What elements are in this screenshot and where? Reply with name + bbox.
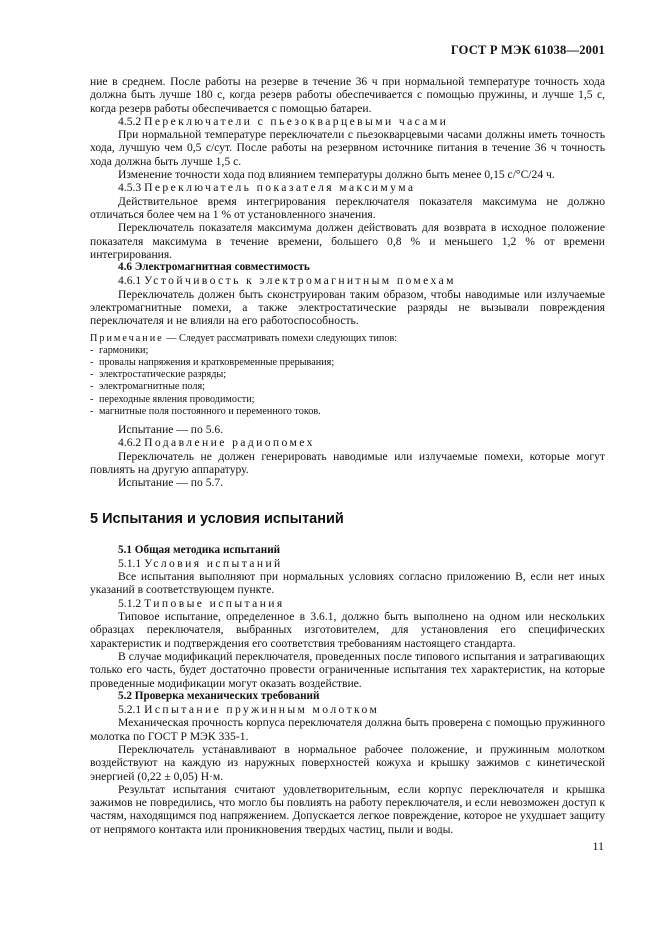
- subsection-number: 5.2.1: [118, 703, 142, 717]
- list-item: - электростатические разряды;: [90, 369, 605, 381]
- paragraph: Все испытания выполняют при нормальных условиях согласно приложению В, если нет иных указаний в соответствующем пункте.: [90, 570, 605, 597]
- list-item: - переходные явления проводимости;: [90, 394, 605, 406]
- paragraph: В случае модификаций переключателя, проведенных после типового испытания и затрагивающих только его часть, будет достаточно провести ограниченные испытания тех характеристик, на которые проведенные модификации могут оказать воздействие.: [90, 649, 605, 690]
- subsection-title: Переключатель показателя максимума: [144, 181, 416, 195]
- paragraph: Результат испытания считают удовлетворительным, если корпус переключателя и крышка зажимов не повредились, что могло бы повлиять на работу переключателя, и если невозможен доступ к частям, находящимся под напряжением. Допускается легкое повреждение, которое не ухудшает защиту от непрямого контакта или проникновения твердых частиц, пыли и воды.: [90, 782, 605, 836]
- subsection-heading: [90, 703, 605, 716]
- note-text: — Следует рассматривать помехи следующих типов:: [163, 332, 398, 344]
- subsection-heading: [90, 557, 605, 570]
- subsection-heading: [90, 274, 605, 287]
- paragraph: Испытание — по 5.6.: [118, 423, 224, 437]
- paragraph: Переключатель не должен генерировать наводимые или излучаемые помехи, которые могут повлиять на другую аппаратуру.: [90, 449, 605, 476]
- document-header: ГОСТ Р МЭК 61038—2001: [450, 43, 605, 57]
- subsection-heading: [90, 436, 605, 449]
- clause-heading: 5.1 Общая методика испытаний: [118, 543, 281, 556]
- list-item: - электромагнитные поля;: [90, 381, 605, 393]
- subsection-title: Переключатели с пьезокварцевыми часами: [144, 114, 449, 128]
- paragraph: Переключатель устанавливают в нормальное рабочее положение, и пружинным молотком воздействуют на каждую из наружных поверхностей кожуха и крышку зажимов с кинетической энергией (0,22 ± 0,05) Н·м.: [90, 743, 605, 783]
- page-number: 11: [592, 839, 604, 853]
- paragraph: Переключатель показателя максимума должен действовать для возврата в исходное положение показателя максимума в течение времени, большего 0,8 % и меньшего 1,2 % от времени интегрирования.: [90, 221, 605, 261]
- note: [90, 333, 605, 345]
- paragraph: Действительное время интегрирования переключателя показателя максимума не должно отличаться более чем на 1 % от установленного значения.: [90, 194, 605, 221]
- subsection-number: 4.5.3: [118, 181, 142, 195]
- paragraph: Типовое испытание, определенное в 3.6.1, должно быть выполнено на одном или нескольких образцах переключателя, выбранных изготовителем, для установления его специфических характеристик и подтверждения его соответствия требованиям настоящего стандарта.: [90, 610, 605, 650]
- paragraph: ние в среднем. После работы на резерве в течение 36 ч при нормальной температуре точность хода должна быть лучше 180 с, когда резерв работы обеспечивается с помощью пружины, и лучше 1,5 с, когда резерв работы обеспечивается с помощью батареи.: [90, 75, 605, 115]
- note-label: Примечание: [90, 332, 164, 344]
- subsection-title: Подавление радиопомех: [144, 436, 315, 450]
- subsection-title: Испытание пружинным молотком: [144, 703, 380, 717]
- subsection-number: 4.6.1: [118, 274, 142, 288]
- subsection-number: 5.1.1: [118, 556, 142, 570]
- subsection-number: 5.1.2: [118, 596, 142, 610]
- list-item: - гармоники;: [90, 345, 605, 357]
- subsection-heading: [90, 597, 605, 610]
- subsection-heading: [90, 181, 605, 194]
- subsection-title: Условия испытаний: [144, 556, 283, 570]
- paragraph: Испытание — по 5.7.: [118, 476, 224, 490]
- subsection-heading: [90, 115, 605, 128]
- paragraph: Изменение точности хода под влиянием температуры должно быть менее 0,15 с/°С/24 ч.: [118, 168, 555, 182]
- subsection-number: 4.6.2: [118, 436, 142, 450]
- clause-heading: 5.2 Проверка механических требований: [118, 689, 320, 702]
- subsection-title: Типовые испытания: [144, 596, 285, 610]
- clause-heading: 4.6 Электромагнитная совместимость: [118, 261, 310, 274]
- list-item: - провалы напряжения и кратковременные прерывания;: [90, 357, 605, 369]
- document-body: [90, 75, 605, 836]
- paragraph: При нормальной температуре переключатели с пьезокварцевыми часами должны иметь точность хода, лучшую чем 0,5 с/сут. После работы на резервном источнике питания в течение 36 ч точность хода должна быть лучше 1,5 с.: [90, 128, 605, 168]
- section-title: 5 Испытания и условия испытаний: [90, 510, 344, 527]
- list-item: - магнитные поля постоянного и переменного токов.: [90, 406, 605, 418]
- paragraph: Механическая прочность корпуса переключателя должна быть проверена с помощью пружинного молотка по ГОСТ Р МЭК 335-1.: [90, 716, 605, 743]
- paragraph: Переключатель должен быть сконструирован таким образом, чтобы наводимые или излучаемые электромагнитные помехи, а также электростатические разряды не вызывали повреждения переключателя и не влияли на его работоспособность.: [90, 287, 605, 328]
- subsection-number: 4.5.2: [118, 114, 142, 128]
- subsection-title: Устойчивость к электромагнитным помехам: [144, 274, 456, 288]
